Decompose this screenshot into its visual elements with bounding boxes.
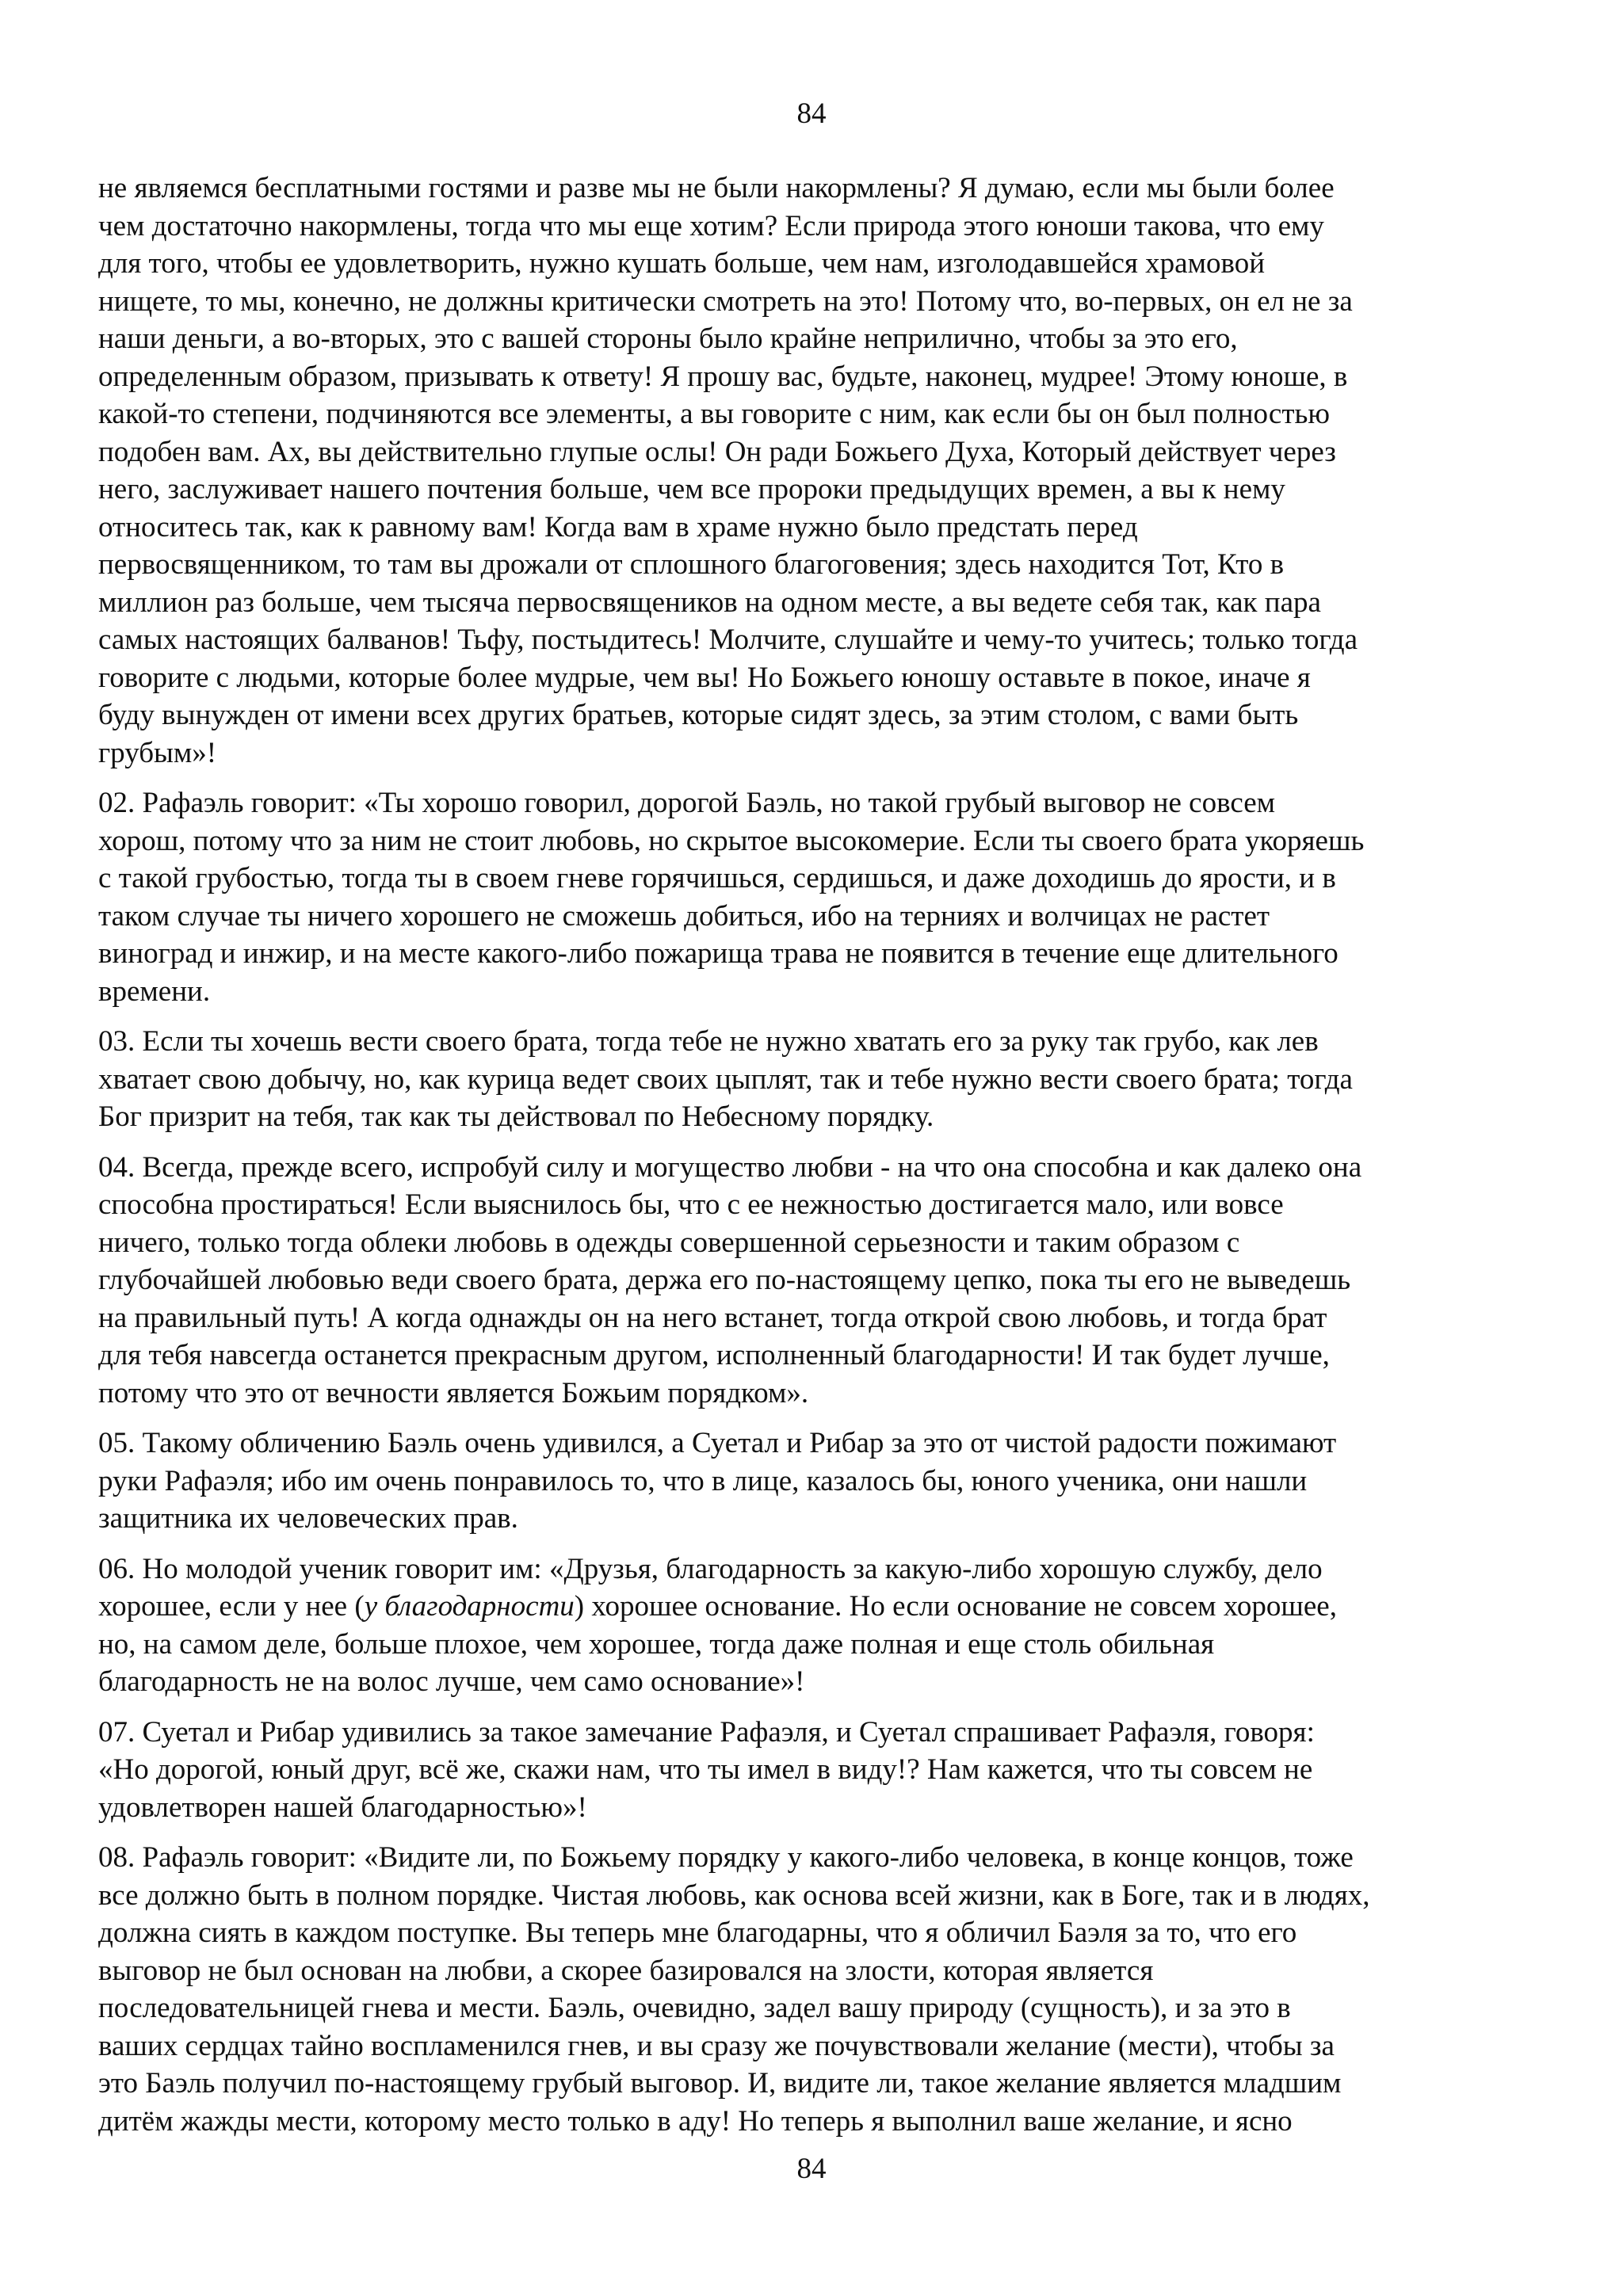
text-line: виноград и инжир, и на месте какого-либо пожарища трава не появится в течение еще длительного (98, 937, 1338, 970)
text-line: нищете, то мы, конечно, не должны критически смотреть на это! Потому что, во-первых, он ел не за (98, 284, 1353, 318)
text-line: не являемся бесплатными гостями и разве мы не были накормлены? Я думаю, если мы были более (98, 172, 1335, 204)
text-line: выговор не был основан на любви, а скорее базировался на злости, которая является (98, 1954, 1154, 1987)
text-line: времени. (98, 974, 211, 1008)
text-line: буду вынужден от имени всех других братьев, которые сидят здесь, за этим столом, с вами быть (98, 699, 1299, 731)
text-line: какой-то степени, подчиняются все элементы, а вы говорите с ним, как если бы он был полностью (98, 398, 1331, 430)
text-line: 06. Но молодой ученик говорит им: «Друзья, благодарность за какую-либо хорошую службу, дело (98, 1552, 1323, 1585)
text-line: 04. Всегда, прежде всего, испробуй силу и могущество любви - на что она способна и как далеко она (98, 1150, 1362, 1184)
text-line: чем достаточно накормлены, тогда что мы еще хотим? Если природа этого юноши такова, что ему (98, 209, 1324, 242)
text-line: определенным образом, призывать к ответу! Я прошу вас, будьте, наконец, мудрее! Этому юноше, в (98, 360, 1348, 393)
text-line: 03. Если ты хочешь вести своего брата, тогда тебе не нужно хватать его за руку так грубо, как лев (98, 1025, 1319, 1058)
text-line: дитём жажды мести, которому место только в аду! Но теперь я выполнил ваше желание, и ясно (98, 2104, 1293, 2138)
text-line: говорите с людьми, которые более мудрые, чем вы! Но Божьего юношу оставьте в покое, иначе я (98, 661, 1311, 694)
text-line: потому что это от вечности является Божьим порядком». (98, 1376, 809, 1409)
text-line: благодарность не на волос лучше, чем само основание»! (98, 1665, 805, 1698)
italic-emphasis: у благодарности (364, 1590, 575, 1623)
paragraph-06 (98, 1550, 1549, 1701)
text-line: хватает свою добычу, но, как курица ведет своих цыплят, так и тебе нужно вести своего брата; тогда (98, 1062, 1353, 1096)
text-line: должна сиять в каждом поступке. Вы теперь мне благодарны, что я обличил Баэля за то, что его (98, 1917, 1297, 1949)
text-line: Бог призрит на тебя, так как ты действовал по Небесному порядку. (98, 1100, 934, 1133)
text-line: миллион раз больше, чем тысяча первосвящеников на одном месте, а вы ведете себя так, как пара (98, 585, 1321, 619)
text-line: хорош, потому что за ним не стоит любовь, но скрытое высокомерие. Если ты своего брата укоряешь (98, 824, 1365, 857)
text-line: 02. Рафаэль говорит: «Ты хорошо говорил, дорогой Баэль, но такой грубый выговор не совсем (98, 787, 1276, 819)
paragraph-07 (98, 1714, 1549, 1827)
text-segment: хорошее, если у нее ( (98, 1590, 365, 1623)
text-line: наши деньги, а во-вторых, это с вашей стороны было крайне неприлично, чтобы за это его, (98, 322, 1238, 355)
text-line: на правильный путь! А когда однажды он на него встанет, тогда открой свою любовь, и тогда брат (98, 1301, 1327, 1334)
text-line: 05. Такому обличению Баэль очень удивился, а Суетал и Рибар за это от чистой радости пожимают (98, 1427, 1337, 1459)
document-body (98, 170, 1549, 2153)
paragraph-08 (98, 1839, 1549, 2140)
text-line: первосвященником, то там вы дрожали от сплошного благоговения; здесь находится Тот, Кто в (98, 548, 1285, 581)
text-line: для тебя навсегда останется прекрасным другом, исполненный благодарности! И так будет лучше, (98, 1339, 1330, 1371)
text-line: это Баэль получил по-настоящему грубый выговор. И, видите ли, такое желание является младшим (98, 2067, 1342, 2100)
text-line: подобен вам. Ах, вы действительно глупые ослы! Он ради Божьего Духа, Который действует через (98, 435, 1336, 468)
paragraph-05 (98, 1425, 1549, 1538)
text-line: ничего, только тогда облеки любовь в одежды совершенной серьезности и таким образом с (98, 1226, 1240, 1259)
paragraph-03 (98, 1023, 1549, 1136)
text-line: последовательницей гнева и мести. Баэль, очевидно, задел вашу природу (сущность), и за это в (98, 1992, 1291, 2024)
text-line: для того, чтобы ее удовлетворить, нужно кушать больше, чем нам, изголодавшейся храмовой (98, 247, 1266, 280)
page-number-bottom: 84 (796, 2153, 827, 2185)
text-line: самых настоящих балванов! Тьфу, постыдитесь! Молчите, слушайте и чему-то учитесь; только тогда (98, 624, 1358, 656)
text-line: «Но дорогой, юный друг, всё же, скажи нам, что ты имел в виду!? Нам кажется, что ты совсем не (98, 1753, 1313, 1786)
text-line: относитесь так, как к равному вам! Когда вам в храме нужно было предстать перед (98, 510, 1138, 543)
text-line: защитника их человеческих прав. (98, 1502, 518, 1535)
text-line: 07. Суетал и Рибар удивились за такое замечание Рафаэля, и Суетал спрашивает Рафаэля, говоря: (98, 1715, 1315, 1749)
text-line: грубым»! (98, 736, 217, 769)
text-line: способна простираться! Если выяснилось бы, что с ее нежностью достигается мало, или вовсе (98, 1188, 1284, 1221)
text-line: таком случае ты ничего хорошего не сможешь добиться, ибо на терниях и волчицах не растет (98, 899, 1270, 933)
text-line: все должно быть в полном порядке. Чистая любовь, как основа всей жизни, как в Боге, так и в людях, (98, 1878, 1370, 1912)
text-segment: ) хорошее основание. Но если основание не совсем хорошее, (574, 1590, 1337, 1623)
text-line: с такой грубостью, тогда ты в своем гневе горячишься, сердишься, и даже доходишь до ярости, и в (98, 862, 1336, 894)
paragraph-04 (98, 1149, 1549, 1413)
page-number-top: 84 (796, 97, 827, 130)
text-line: ваших сердцах тайно воспламенился гнев, и вы сразу же почувствовали желание (мести), чтобы за (98, 2029, 1335, 2062)
text-line-with-italic (98, 1588, 1549, 1626)
text-line: глубочайшей любовью веди своего брата, держа его по-настоящему цепко, пока ты его не выведешь (98, 1264, 1351, 1296)
text-line: но, на самом деле, больше плохое, чем хорошее, тогда даже полная и еще столь обильная (98, 1627, 1215, 1661)
text-line: руки Рафаэля; ибо им очень понравилось то, что в лице, казалось бы, юного ученика, они нашли (98, 1464, 1308, 1497)
text-line: 08. Рафаэль говорит: «Видите ли, по Божьему порядку у какого-либо человека, в конце концов, тоже (98, 1841, 1354, 1874)
text-line: удовлетворен нашей благодарностью»! (98, 1791, 587, 1824)
paragraph-02 (98, 784, 1549, 1010)
paragraph-01 (98, 170, 1549, 772)
text-line: него, заслуживает нашего почтения больше, чем все пророки предыдущих времен, а вы к нему (98, 473, 1285, 505)
